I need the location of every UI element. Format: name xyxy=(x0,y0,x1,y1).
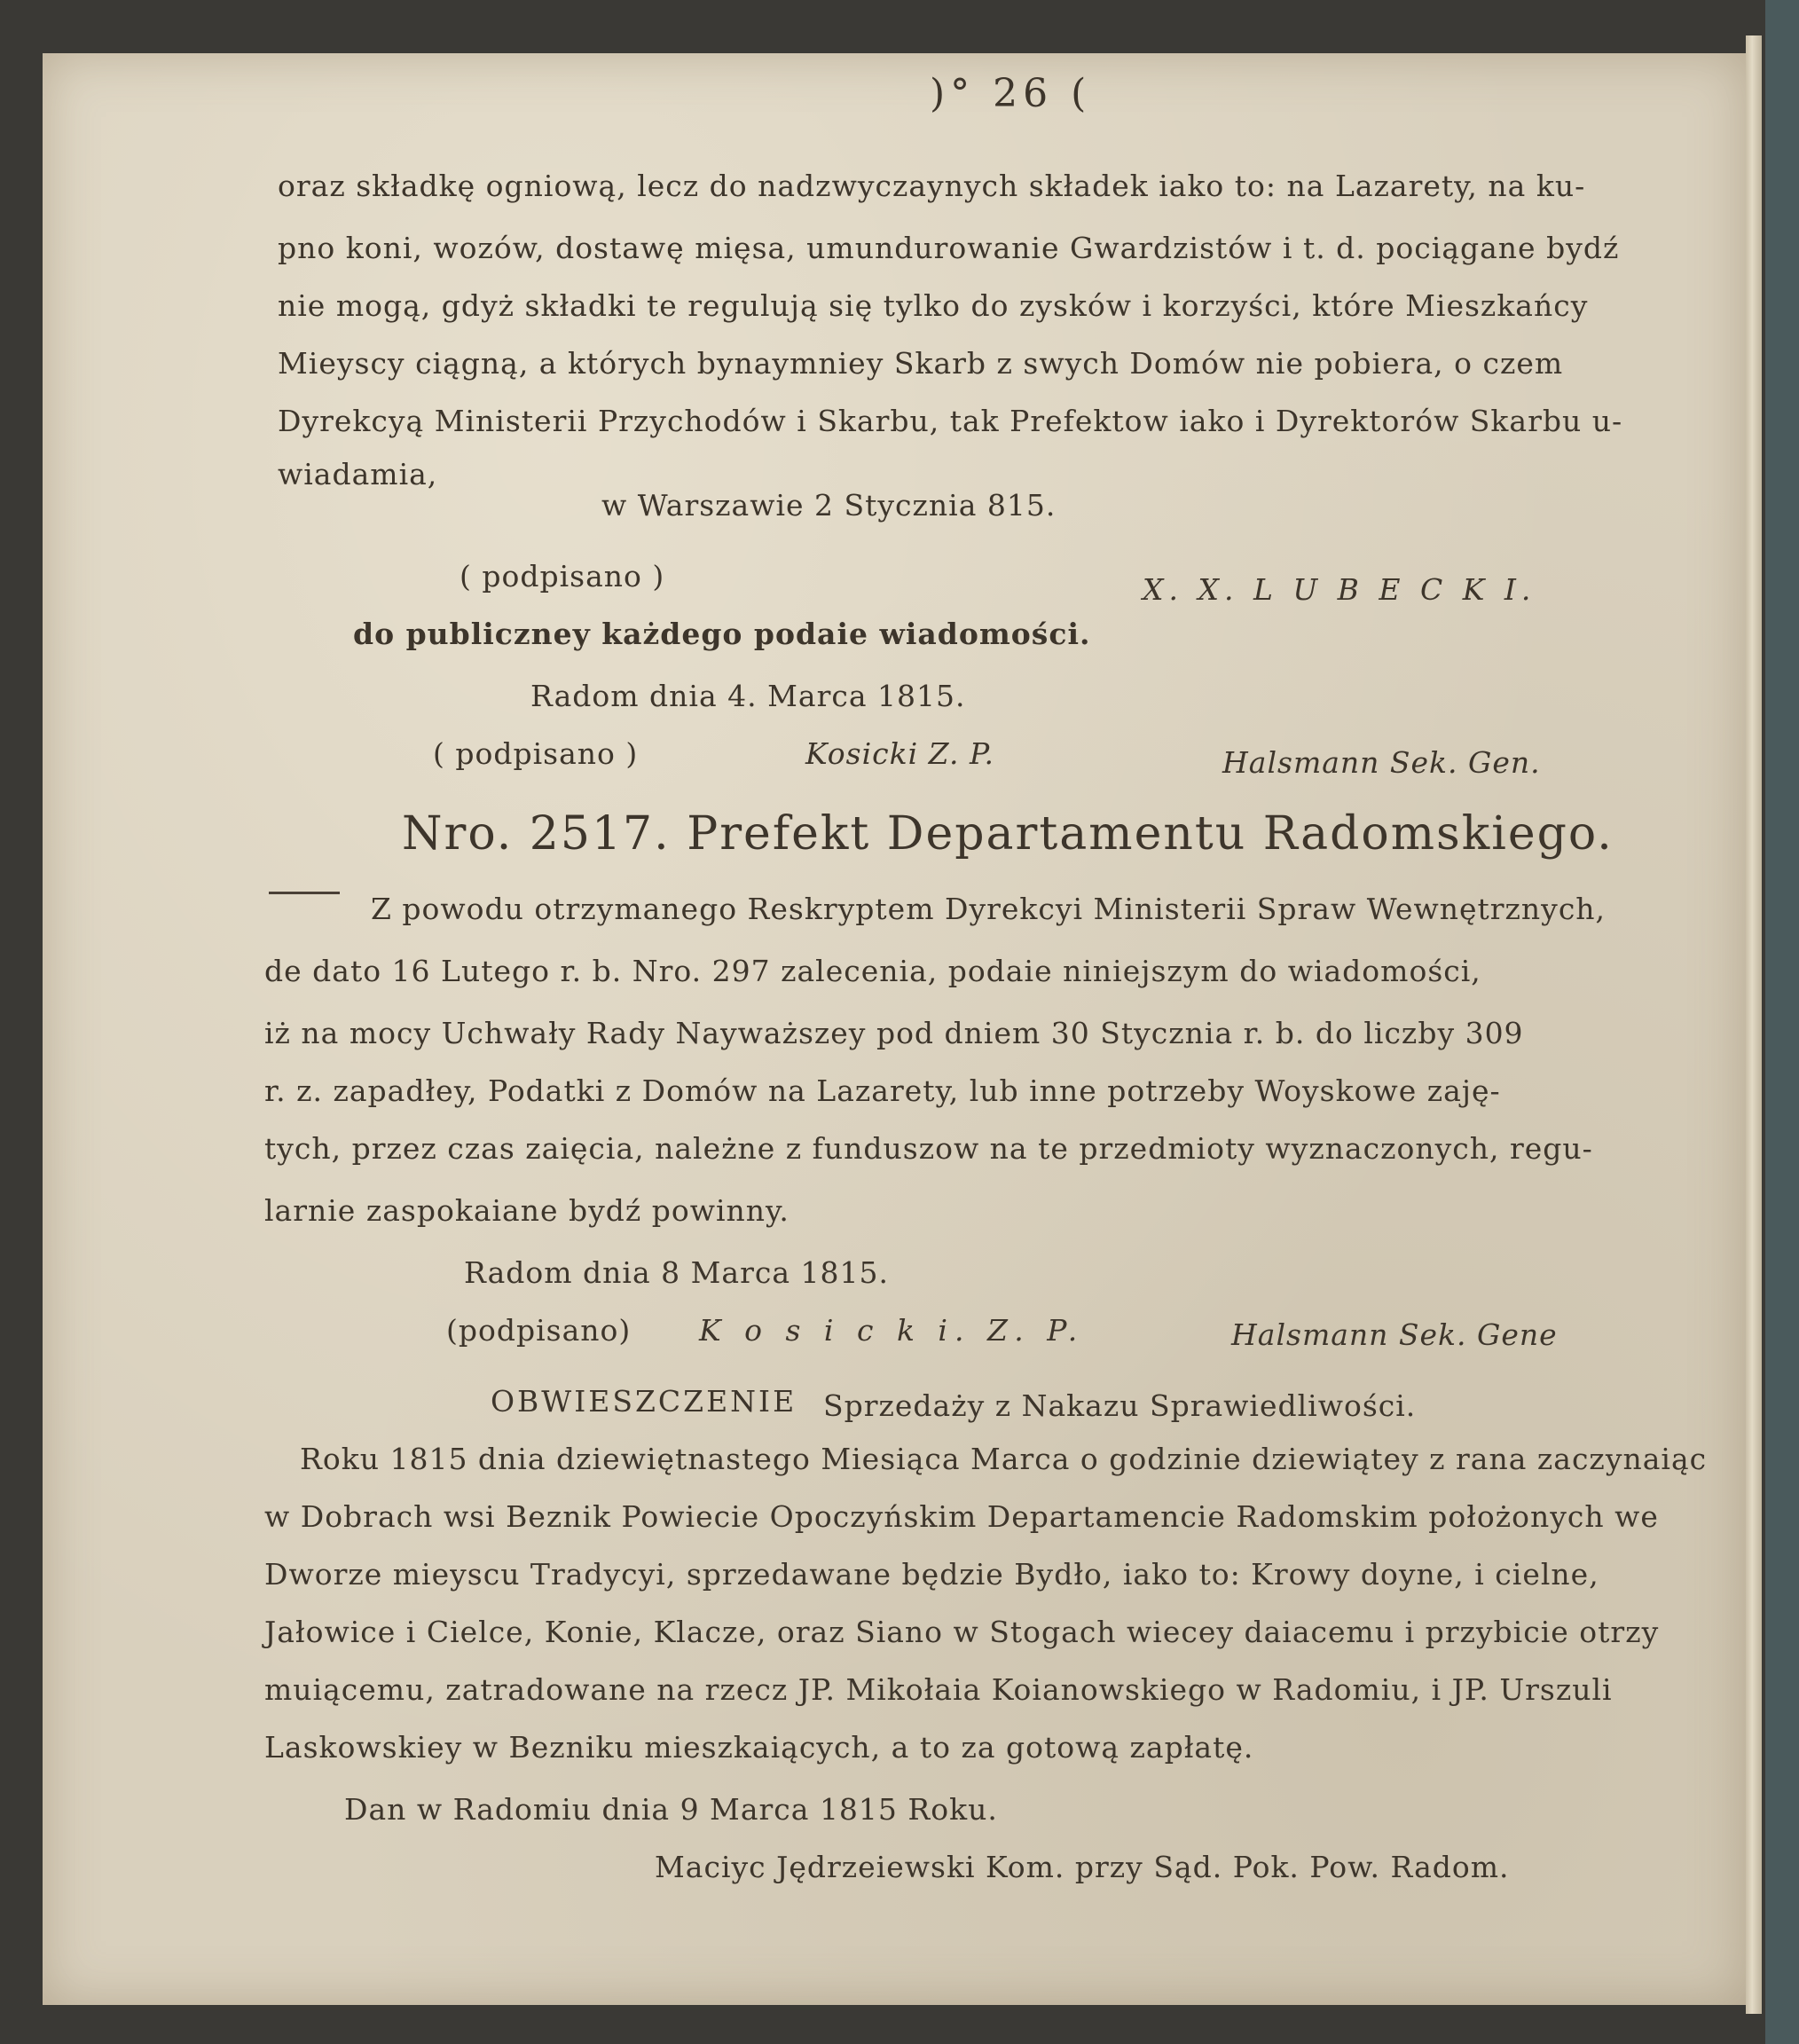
text-line: muiącemu, zatradowane na rzecz JP. Mikołaia Koianowskiego w Radomiu, i JP. Urszuli xyxy=(264,1672,1613,1707)
notice-subheading: Sprzedaży z Nakazu Sprawiedliwości. xyxy=(823,1388,1417,1423)
text-line: Laskowskiey w Bezniku mieszkaiących, a to za gotową zapłatę. xyxy=(264,1730,1254,1765)
place-date: Radom dnia 8 Marca 1815. xyxy=(464,1255,889,1290)
dated-line: Dan w Radomiu dnia 9 Marca 1815 Roku. xyxy=(344,1792,998,1827)
page-edge xyxy=(1746,35,1762,2014)
document-page xyxy=(43,53,1746,2005)
signature-halsmann: Halsmann Sek. Gene xyxy=(1231,1317,1558,1352)
text-line: r. z. zapadłey, Podatki z Domów na Lazarety, lub inne potrzeby Woyskowe zaję- xyxy=(264,1073,1501,1108)
text-line: w Dobrach wsi Beznik Powiecie Opoczyńskim Departamencie Radomskim położonych we xyxy=(264,1499,1659,1534)
signed-label: (podpisano) xyxy=(446,1313,632,1348)
text-line: Dyrekcyą Ministerii Przychodów i Skarbu, tak Prefektow iako i Dyrektorów Skarbu u- xyxy=(278,404,1623,438)
text-line: Mieyscy ciągną, a których bynaymniey Skarb z swych Domów nie pobiera, o czem xyxy=(278,346,1564,381)
signature-kosicki: K o s i c k i. Z. P. xyxy=(699,1313,1085,1348)
text-line: larnie zaspokaiane bydź powinny. xyxy=(264,1193,790,1228)
text-line: wiadamia, xyxy=(278,457,438,491)
signed-label: ( podpisano ) xyxy=(460,559,665,594)
section-heading: Nro. 2517. Prefekt Departamentu Radomskiego. xyxy=(402,807,1614,861)
signed-label: ( podpisano ) xyxy=(433,736,639,771)
signature-kosicki: Kosicki Z. P. xyxy=(805,736,994,771)
decorative-rule xyxy=(269,892,340,894)
text-line: de dato 16 Lutego r. b. Nro. 297 zalecenia, podaie niniejszym do wiadomości, xyxy=(264,954,1481,988)
notice-line: do publiczney każdego podaie wiadomości. xyxy=(353,617,1091,651)
text-line: tych, przez czas zaięcia, należne z funduszow na te przedmioty wyznaczonych, regu- xyxy=(264,1131,1593,1166)
signature-halsmann: Halsmann Sek. Gen. xyxy=(1222,745,1541,780)
text-line: Jałowice i Cielce, Konie, Klacze, oraz Siano w Stogach wiecey daiacemu i przybicie otrzy xyxy=(264,1615,1660,1649)
place-date: Radom dnia 4. Marca 1815. xyxy=(530,679,966,713)
text-line: Dworze mieyscu Tradycyi, sprzedawane będzie Bydło, iako to: Krowy doyne, i cielne, xyxy=(264,1557,1599,1592)
folio-number: )° 26 ( xyxy=(930,71,1092,116)
text-line: pno koni, wozów, dostawę mięsa, umundurowanie Gwardzistów i t. d. pociągane bydź xyxy=(278,231,1620,265)
text-line: nie mogą, gdyż składki te regulują się tylko do zysków i korzyści, które Mieszkańcy xyxy=(278,288,1589,323)
text-line: iż na mocy Uchwały Rady Nayważszey pod dniem 30 Stycznia r. b. do liczby 309 xyxy=(264,1016,1524,1050)
commissioner-signature: Maciyc Jędrzeiewski Kom. przy Sąd. Pok. Pow. Radom. xyxy=(655,1850,1510,1884)
text-line: oraz składkę ogniową, lecz do nadzwyczaynych składek iako to: na Lazarety, na ku- xyxy=(278,169,1586,203)
text-line: Z powodu otrzymanego Reskryptem Dyrekcyi Ministerii Spraw Wewnętrznych, xyxy=(371,892,1607,926)
signature-lubecki: X. X. L U B E C K I. xyxy=(1143,572,1536,607)
notice-heading: OBWIESZCZENIE xyxy=(491,1384,797,1419)
text-line: Roku 1815 dnia dziewiętnastego Miesiąca Marca o godzinie dziewiątey z rana zaczynaiąc xyxy=(300,1442,1708,1476)
issue-date: w Warszawie 2 Stycznia 815. xyxy=(601,488,1057,523)
book-spine xyxy=(1765,0,1799,2044)
